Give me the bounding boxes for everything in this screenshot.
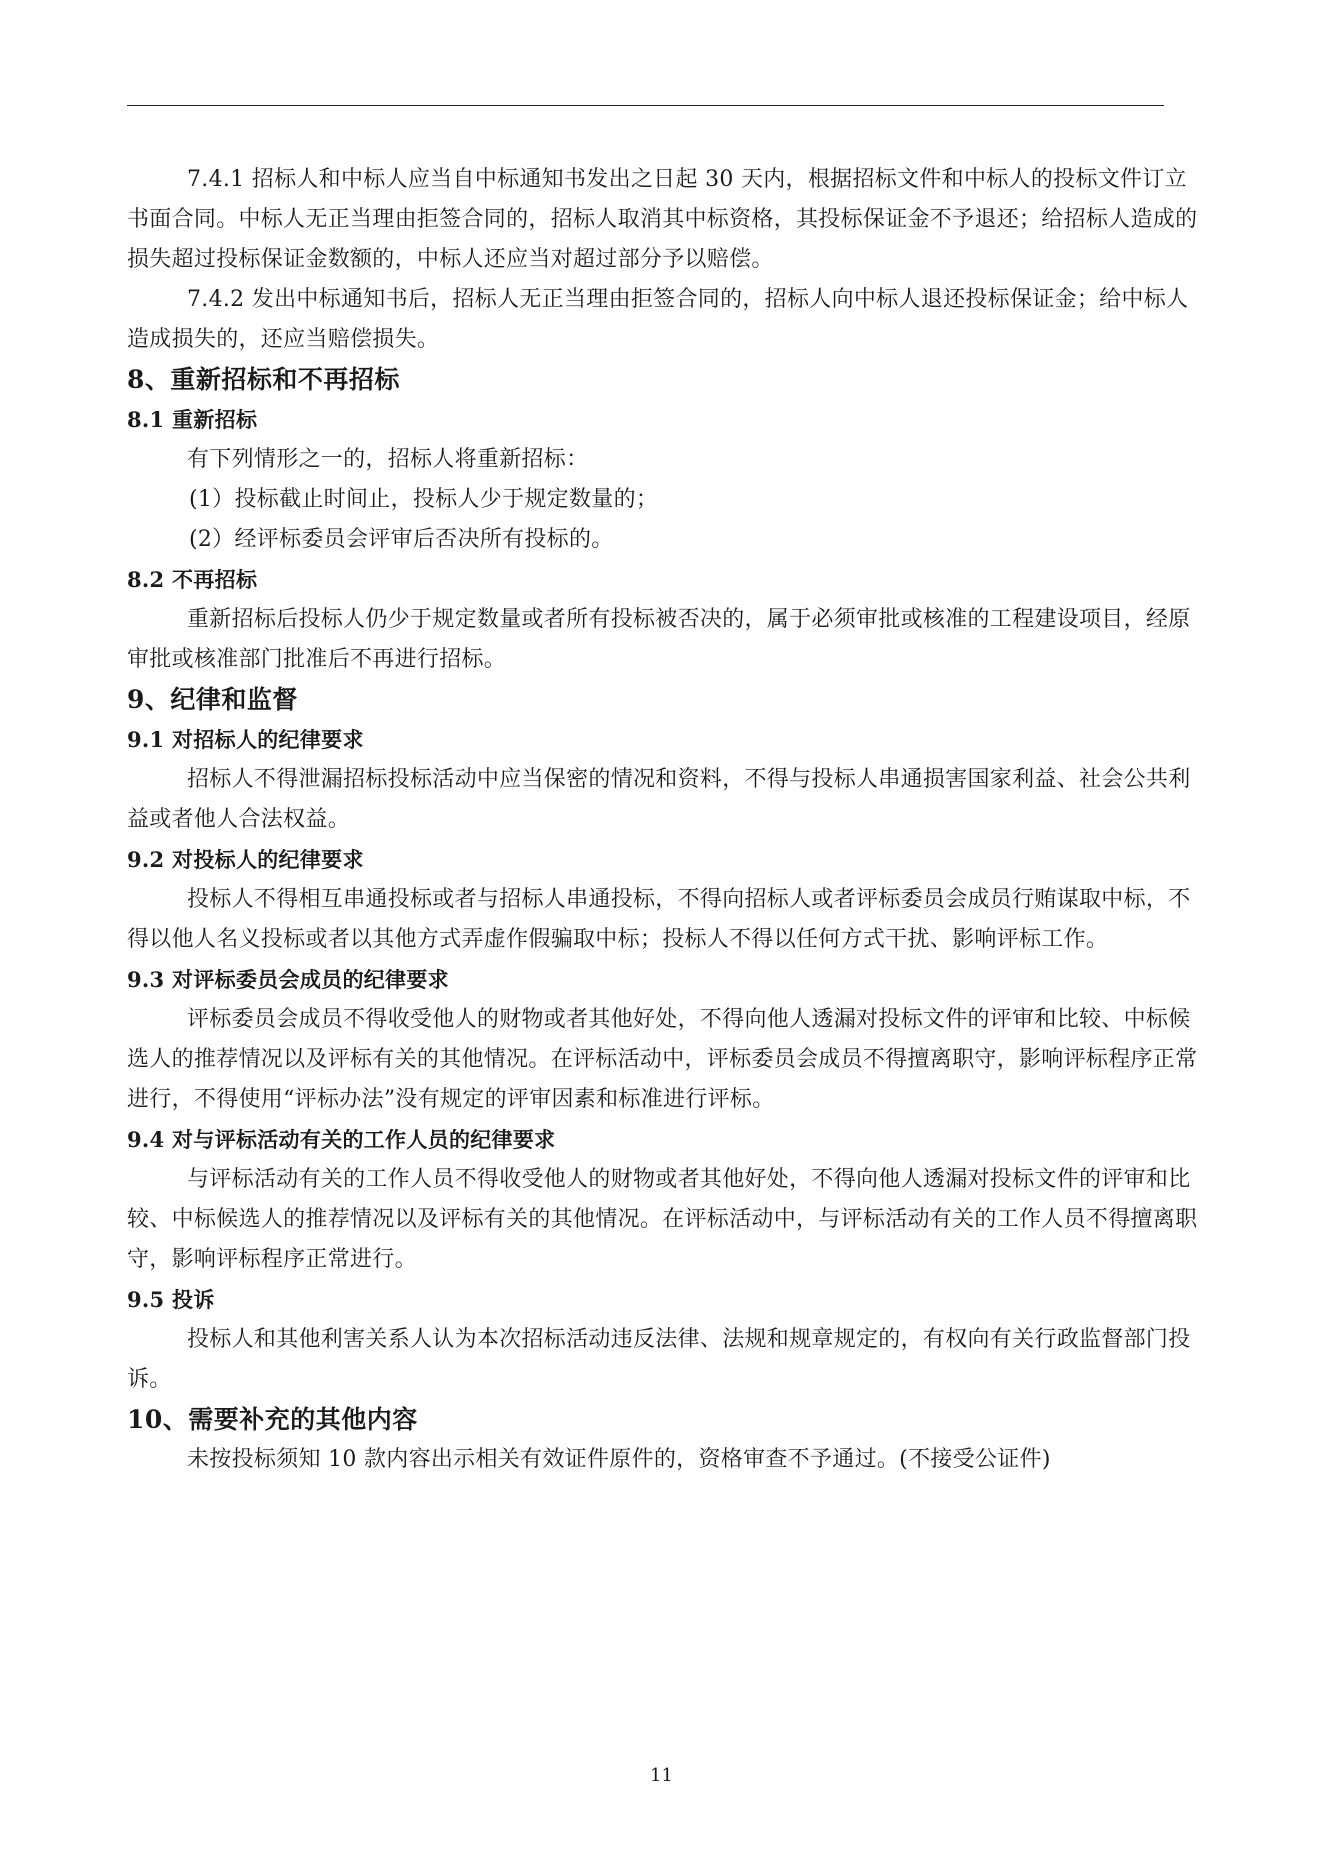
header-rule xyxy=(127,105,1164,106)
heading-8-1: 8.1 重新招标 xyxy=(127,407,258,432)
clause-9-3: 评标委员会成员不得收受他人的财物或者其他好处，不得向他人透漏对投标文件的评审和比较、中标候选人的推荐情况以及评标有关的其他情况。在评标活动中，评标委员会成员不得擅离职守，影响评标程序正常进行，不得使用“评标办法”没有规定的评审因素和标准进行评标。 xyxy=(127,1007,1198,1112)
heading-9-3: 9.3 对评标委员会成员的纪律要求 xyxy=(127,967,449,992)
clause-9-2: 投标人不得相互串通投标或者与招标人串通投标，不得向招标人或者评标委员会成员行贿谋取中标，不得以他人名义投标或者以其他方式弄虚作假骗取中标；投标人不得以任何方式干扰、影响评标工作。 xyxy=(127,887,1191,952)
clause-8-2: 重新招标后投标人仍少于规定数量或者所有投标被否决的，属于必须审批或核准的工程建设项目，经原审批或核准部门批准后不再进行招标。 xyxy=(127,607,1191,672)
clause-7-4-1: 7.4.1 招标人和中标人应当自中标通知书发出之日起 30 天内，根据招标文件和中标人的投标文件订立书面合同。中标人无正当理由拒签合同的，招标人取消其中标资格，其投标保证金不予退还；给招标人造成的损失超过投标保证金数额的，中标人还应当对超过部分予以赔偿。 xyxy=(127,167,1198,272)
clause-8-1-item-2: (2）经评标委员会评审后否决所有投标的。 xyxy=(189,527,614,552)
clause-8-1-item-1: (1）投标截止时间止，投标人少于规定数量的； xyxy=(189,487,659,512)
heading-9-5: 9.5 投诉 xyxy=(127,1287,215,1312)
heading-section-9: 9、纪律和监督 xyxy=(127,685,298,714)
clause-9-5: 投标人和其他利害关系人认为本次招标活动违反法律、法规和规章规定的，有权向有关行政监督部门投诉。 xyxy=(127,1327,1191,1392)
clause-10: 未按投标须知 10 款内容出示相关有效证件原件的，资格审查不予通过。(不接受公证件) xyxy=(187,1447,1051,1472)
heading-section-8: 8、重新招标和不再招标 xyxy=(127,365,400,394)
heading-9-1: 9.1 对招标人的纪律要求 xyxy=(127,727,364,752)
heading-9-2: 9.2 对投标人的纪律要求 xyxy=(127,847,364,872)
clause-7-4-2: 7.4.2 发出中标通知书后，招标人无正当理由拒签合同的，招标人向中标人退还投标保证金；给中标人造成损失的，还应当赔偿损失。 xyxy=(127,287,1189,352)
heading-8-2: 8.2 不再招标 xyxy=(127,567,258,592)
clause-9-1: 招标人不得泄漏招标投标活动中应当保密的情况和资料，不得与投标人串通损害国家利益、社会公共利益或者他人合法权益。 xyxy=(127,767,1191,832)
document-body xyxy=(127,160,1207,1480)
page-number: 11 xyxy=(650,1765,673,1786)
heading-9-4: 9.4 对与评标活动有关的工作人员的纪律要求 xyxy=(127,1127,556,1152)
clause-8-1-intro: 有下列情形之一的，招标人将重新招标： xyxy=(187,447,589,472)
heading-section-10: 10、需要补充的其他内容 xyxy=(127,1405,418,1434)
clause-9-4: 与评标活动有关的工作人员不得收受他人的财物或者其他好处，不得向他人透漏对投标文件的评审和比较、中标候选人的推荐情况以及评标有关的其他情况。在评标活动中，与评标活动有关的工作人员不得擅离职守，影响评标程序正常进行。 xyxy=(127,1167,1198,1272)
